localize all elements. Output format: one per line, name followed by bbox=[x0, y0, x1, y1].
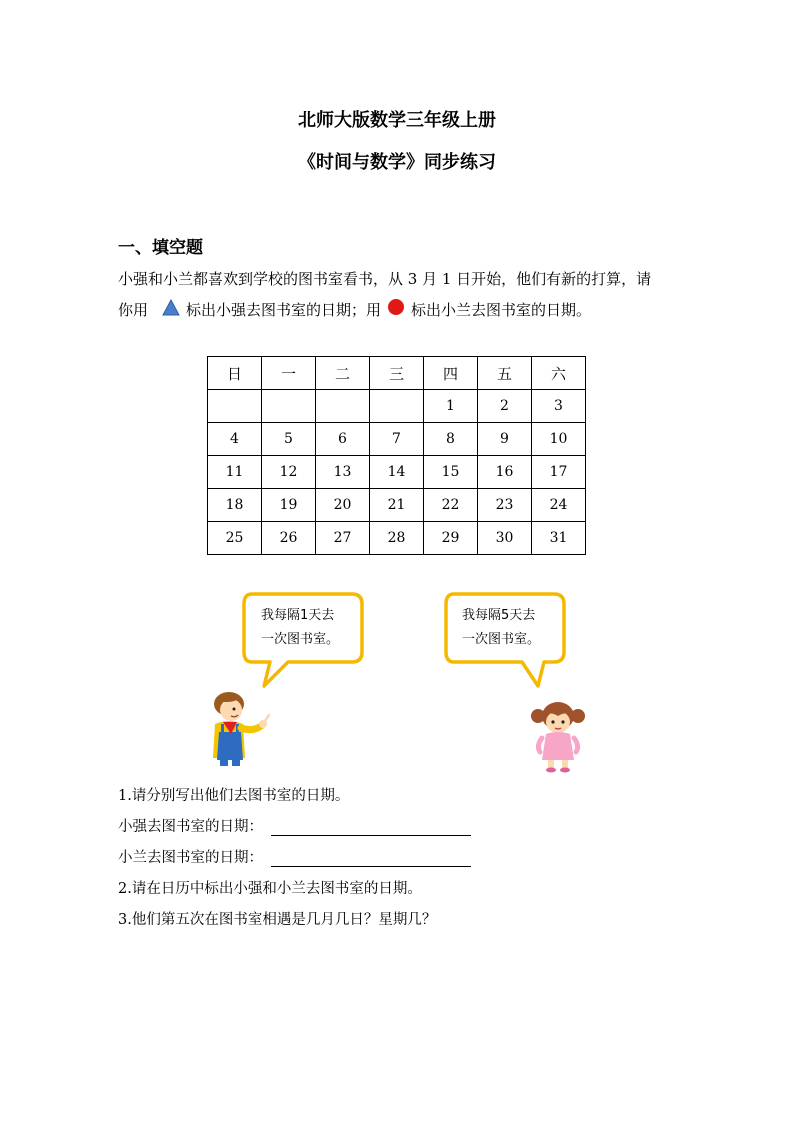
calendar-day-cell[interactable]: 15 bbox=[424, 456, 478, 489]
calendar-day-cell[interactable]: 3 bbox=[532, 390, 586, 423]
calendar-day-cell[interactable]: 9 bbox=[478, 423, 532, 456]
document-subtitle: 《时间与数学》同步练习 bbox=[298, 152, 496, 173]
calendar-day-cell[interactable]: 20 bbox=[316, 489, 370, 522]
calendar-week-row bbox=[208, 456, 586, 489]
boy-illustration bbox=[205, 688, 275, 768]
calendar-day-cell[interactable]: 27 bbox=[316, 522, 370, 555]
circle-icon bbox=[387, 298, 405, 320]
calendar-day-cell[interactable] bbox=[316, 390, 370, 423]
calendar-day-cell[interactable]: 1 bbox=[424, 390, 478, 423]
bubble-left-line-2: 一次图书室。 bbox=[261, 632, 340, 647]
calendar-week-row bbox=[208, 423, 586, 456]
calendar-day-cell[interactable]: 24 bbox=[532, 489, 586, 522]
calendar-day-cell[interactable]: 23 bbox=[478, 489, 532, 522]
calendar-day-cell[interactable]: 13 bbox=[316, 456, 370, 489]
calendar-day-cell[interactable]: 30 bbox=[478, 522, 532, 555]
calendar-day-cell[interactable] bbox=[262, 390, 316, 423]
calendar-week-row bbox=[208, 390, 586, 423]
question-1-girl-row bbox=[118, 846, 471, 867]
bubble-right-line-1: 我每隔5天去 bbox=[462, 608, 536, 623]
calendar-day-cell[interactable]: 8 bbox=[424, 423, 478, 456]
answer-line-boy[interactable] bbox=[271, 821, 471, 836]
question-1-boy-label: 小强去图书室的日期： bbox=[118, 819, 263, 835]
calendar-day-cell[interactable] bbox=[370, 390, 424, 423]
calendar-day-cell[interactable]: 2 bbox=[478, 390, 532, 423]
intro-text-a: 你用 bbox=[118, 300, 149, 319]
calendar-week-row bbox=[208, 522, 586, 555]
weekday-header: 日 bbox=[208, 357, 262, 390]
calendar-day-cell[interactable]: 29 bbox=[424, 522, 478, 555]
weekday-header: 四 bbox=[424, 357, 478, 390]
section-heading: 一、填空题 bbox=[118, 238, 203, 258]
calendar-day-cell[interactable]: 18 bbox=[208, 489, 262, 522]
calendar-day-cell[interactable]: 26 bbox=[262, 522, 316, 555]
intro-line-1: 小强和小兰都喜欢到学校的图书室看书，从 3 月 1 日开始，他们有新的打算，请 bbox=[118, 270, 652, 288]
calendar-header-row bbox=[208, 357, 586, 390]
weekday-header: 六 bbox=[532, 357, 586, 390]
question-2: 2.请在日历中标出小强和小兰去图书室的日期。 bbox=[118, 881, 422, 897]
calendar-day-cell[interactable]: 25 bbox=[208, 522, 262, 555]
calendar-day-cell[interactable]: 19 bbox=[262, 489, 316, 522]
calendar-day-cell[interactable]: 12 bbox=[262, 456, 316, 489]
calendar-day-cell[interactable]: 4 bbox=[208, 423, 262, 456]
calendar-day-cell[interactable] bbox=[208, 390, 262, 423]
calendar-day-cell[interactable]: 17 bbox=[532, 456, 586, 489]
calendar-week-row bbox=[208, 489, 586, 522]
calendar-day-cell[interactable]: 10 bbox=[532, 423, 586, 456]
question-1: 1.请分别写出他们去图书室的日期。 bbox=[118, 788, 350, 804]
calendar-day-cell[interactable]: 21 bbox=[370, 489, 424, 522]
triangle-icon bbox=[162, 299, 180, 320]
weekday-header: 三 bbox=[370, 357, 424, 390]
calendar-day-cell[interactable]: 22 bbox=[424, 489, 478, 522]
document-title: 北师大版数学三年级上册 bbox=[298, 110, 496, 131]
question-1-boy-row bbox=[118, 815, 471, 836]
calendar-table bbox=[207, 356, 586, 555]
calendar-day-cell[interactable]: 11 bbox=[208, 456, 262, 489]
intro-text-b: 标出小强去图书室的日期；用 bbox=[186, 300, 382, 319]
girl-illustration bbox=[528, 698, 588, 773]
answer-line-girl[interactable] bbox=[271, 852, 471, 867]
calendar-day-cell[interactable]: 16 bbox=[478, 456, 532, 489]
weekday-header: 五 bbox=[478, 357, 532, 390]
intro-text-c: 标出小兰去图书室的日期。 bbox=[411, 300, 592, 319]
weekday-header: 二 bbox=[316, 357, 370, 390]
question-1-girl-label: 小兰去图书室的日期： bbox=[118, 850, 263, 866]
weekday-header: 一 bbox=[262, 357, 316, 390]
intro-line-2 bbox=[118, 298, 591, 320]
bubble-left-line-1: 我每隔1天去 bbox=[261, 608, 335, 623]
bubble-right-line-2: 一次图书室。 bbox=[462, 632, 541, 647]
calendar-day-cell[interactable]: 6 bbox=[316, 423, 370, 456]
calendar-day-cell[interactable]: 31 bbox=[532, 522, 586, 555]
calendar-day-cell[interactable]: 5 bbox=[262, 423, 316, 456]
calendar-day-cell[interactable]: 28 bbox=[370, 522, 424, 555]
calendar-day-cell[interactable]: 14 bbox=[370, 456, 424, 489]
calendar-day-cell[interactable]: 7 bbox=[370, 423, 424, 456]
question-3: 3.他们第五次在图书室相遇是几月几日？星期几？ bbox=[118, 912, 437, 928]
